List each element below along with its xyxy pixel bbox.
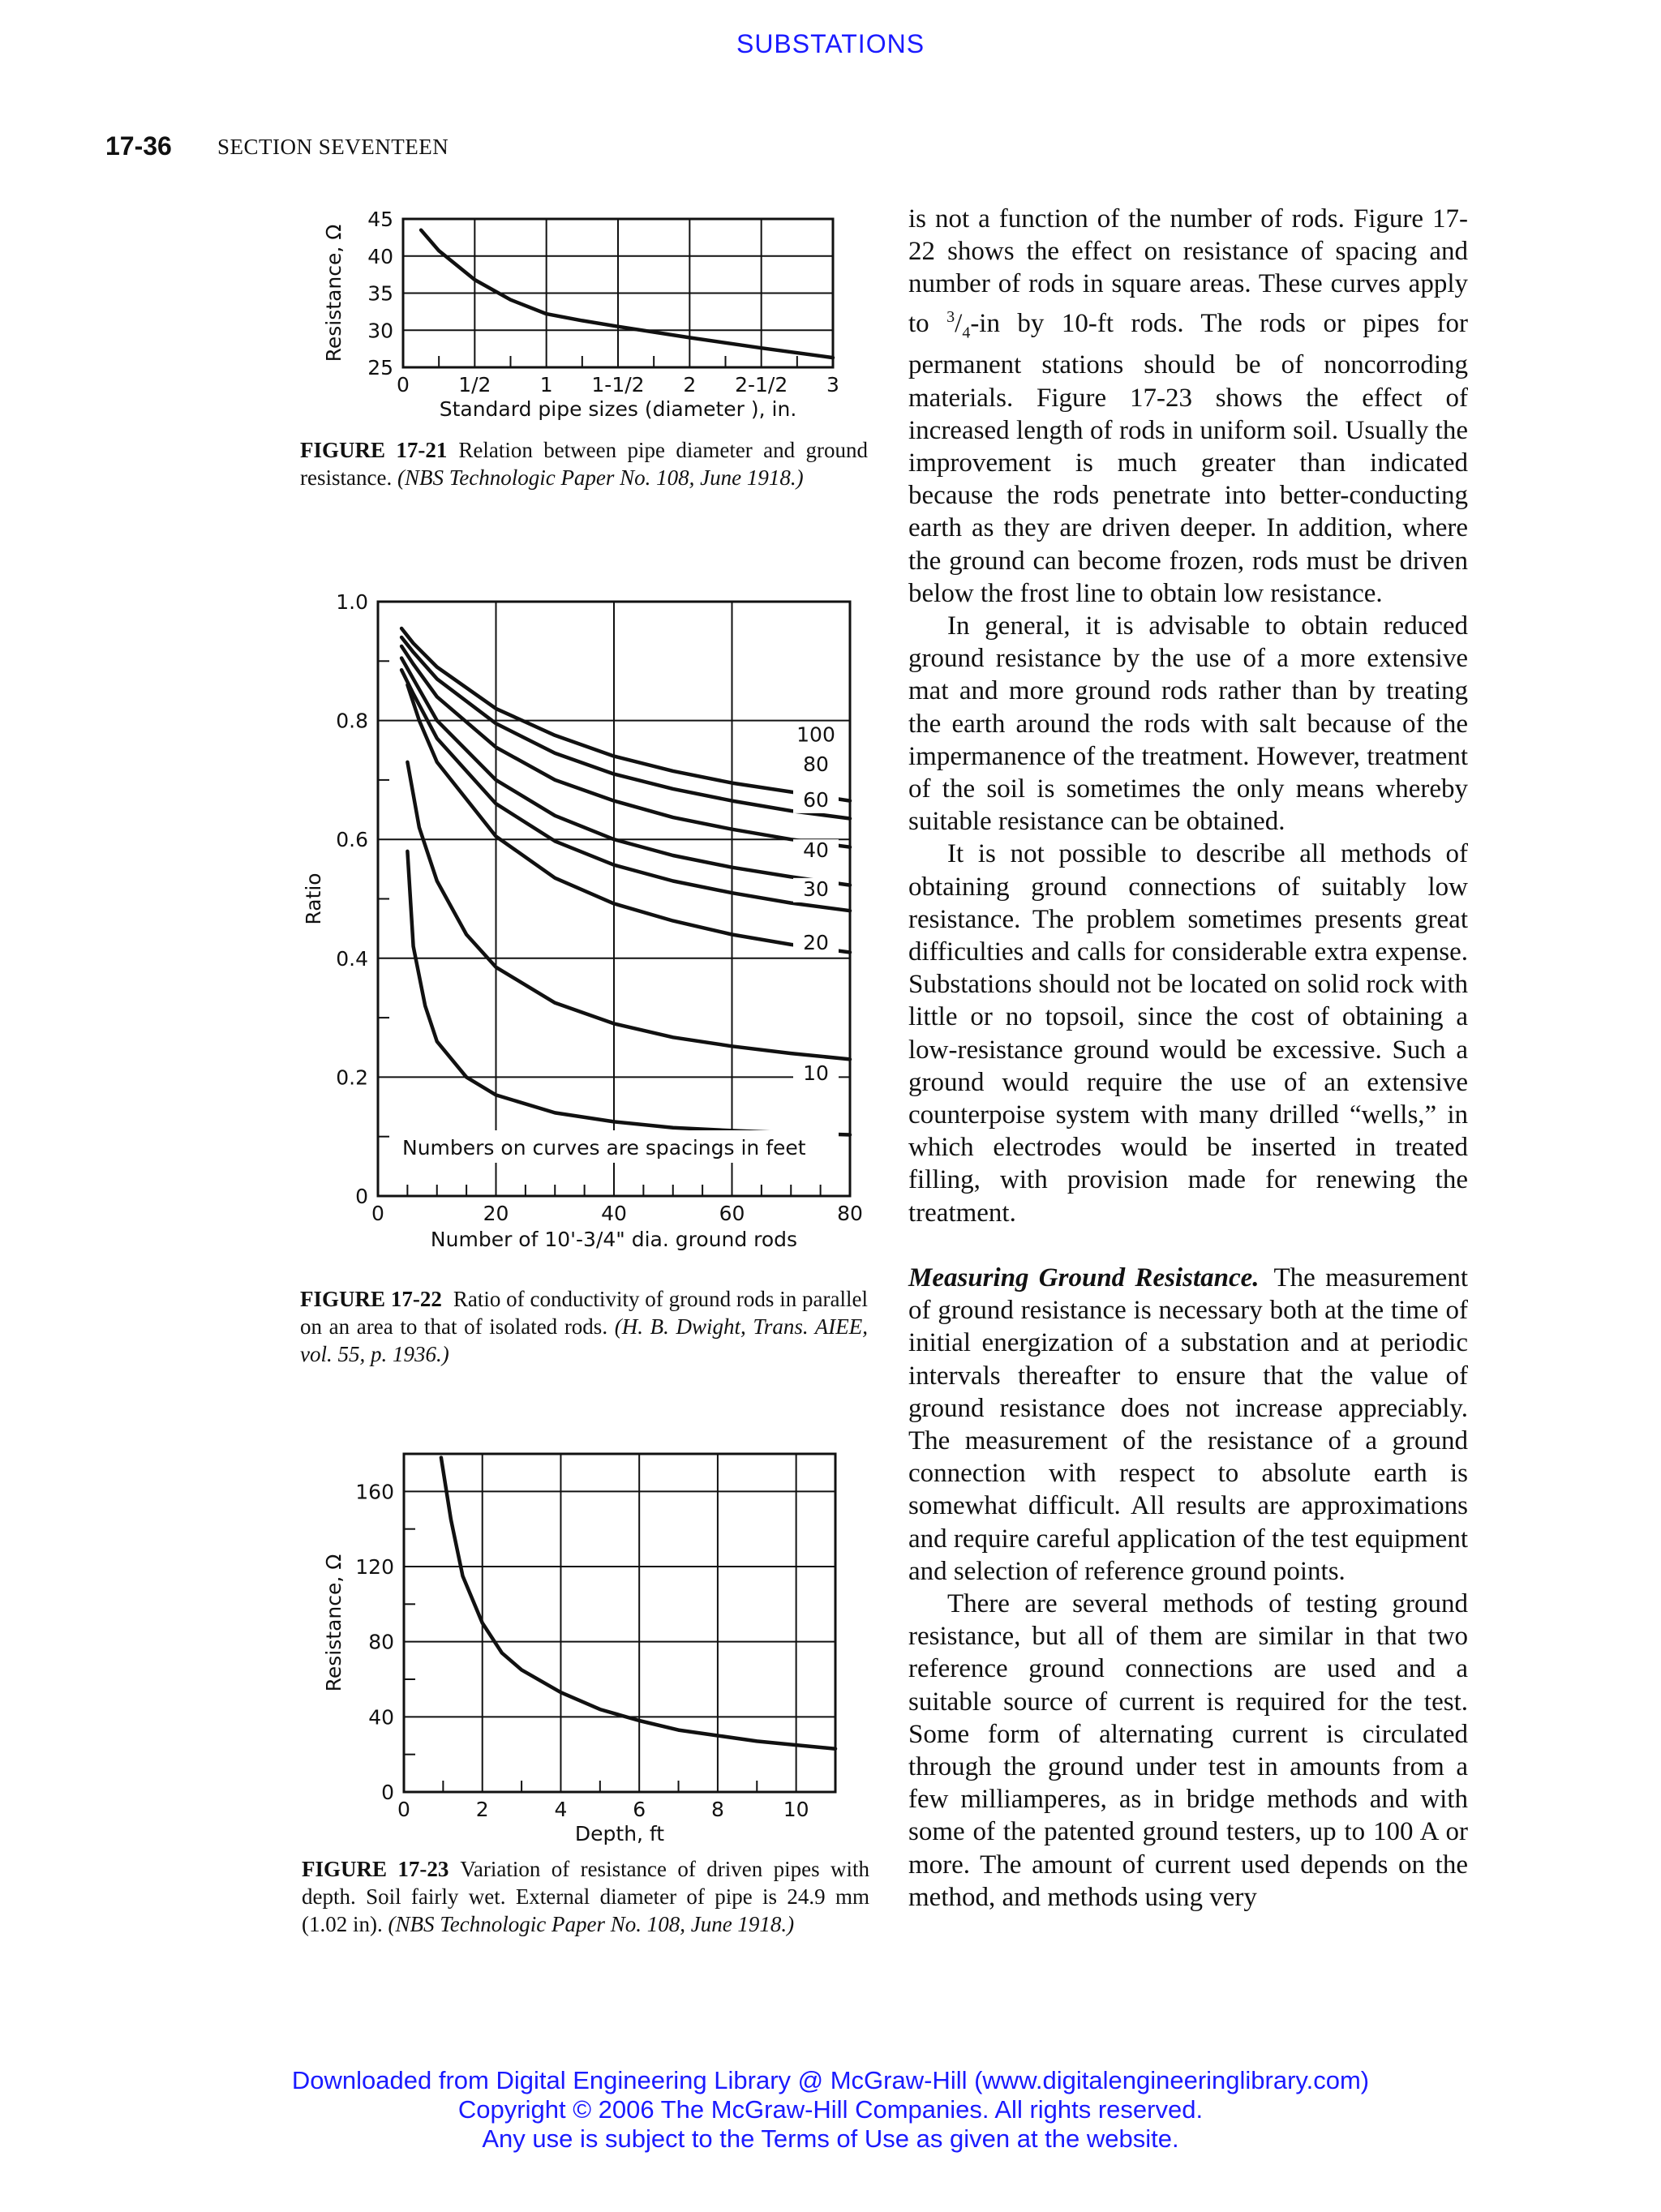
body-text-column: [908, 203, 1468, 1914]
caption-source: (H. B. Dwight, Trans. AIEE, vol. 55, p. 1936.): [300, 1314, 869, 1366]
x-tick-label: 2-1/2: [735, 373, 788, 397]
series-label-60: 60: [803, 787, 829, 812]
y-tick-label: 0.8: [336, 709, 368, 733]
paragraph-text: is not a function of the number of rods. Figure 17-22 shows the effect on resistance of spacing and number of rods in square areas. These curves apply to: [908, 204, 1468, 338]
y-axis-title: Resistance, Ω: [322, 1554, 346, 1692]
series-line-5: [407, 851, 850, 1135]
y-tick-label: 40: [368, 1705, 394, 1730]
series-line-resistance: [441, 1458, 835, 1749]
x-axis-title: Number of 10'-3/4" dia. ground rods: [430, 1228, 798, 1251]
y-tick-label: 25: [367, 356, 393, 379]
caption-text: Variation of resistance of driven pipes with depth. Soil fairly wet. External diameter of pipe is 24.9 mm (1.02 in).: [302, 1857, 869, 1936]
caption-text: Ratio of conductivity of ground rods in parallel on an area to that of isolated rods.: [300, 1287, 869, 1339]
y-tick-label: 40: [367, 244, 393, 268]
y-tick-label: 0: [381, 1781, 394, 1804]
y-tick-label: 0: [355, 1185, 368, 1208]
series-label-80: 80: [803, 752, 829, 776]
section-heading: Measuring Ground Resistance.: [908, 1262, 1260, 1292]
footer-line: Copyright © 2006 The McGraw-Hill Companies. All rights reserved.: [457, 2095, 1204, 2124]
y-tick-label: 30: [367, 319, 393, 343]
x-axis-title: Depth, ft: [574, 1822, 665, 1845]
x-tick-label: 3: [826, 373, 839, 397]
y-tick-label: 45: [367, 208, 393, 231]
x-tick-label: 1: [539, 373, 553, 397]
body-paragraph: There are several methods of testing ground resistance, but all of them are similar in that two reference ground connections are used and a suitable source of current is required for the test. Some form of alternating current is circulated through the ground under test in amounts from a few milliamperes, as in bridge methods and with some of the patented ground testers, up to 100 A or more. The amount of current used depends on the method, and methods using very: [908, 1588, 1468, 1912]
footer-line: Any use is subject to the Terms of Use as given at the website.: [482, 2124, 1179, 2153]
x-tick-label: 1-1/2: [591, 373, 645, 397]
x-tick-label: 40: [601, 1202, 627, 1225]
y-tick-label: 160: [355, 1480, 394, 1504]
y-tick-label: 0.2: [336, 1065, 368, 1090]
fraction-denominator: 4: [962, 324, 971, 342]
body-paragraph: It is not possible to describe all methods of obtaining ground connections of suitably low resistance. The problem sometimes presents great difficulties and calls for considerable extra expense. Substations should not be located on solid rock with little or no topsoil, since the cost of obtaining a low-resistance ground would be excessive. Such a ground would require the use of an extensive counterpoise system with many drilled “wells,” in which electrodes would be inserted in treated filling, with provision made for renewing the treatment.: [908, 839, 1468, 1228]
caption-source: (NBS Technologic Paper No. 108, June 1918.): [397, 465, 804, 490]
paragraph-text: The measurement of ground resistance is necessary both at the time of initial energization of a substation and at periodic intervals thereafter to ensure that the value of ground resistance does not increase appreciably. The measurement of the resistance of a ground connection with respect to absolute earth is somewhat difficult. All results are approximations and require careful application of the test equipment and selection of reference ground points.: [908, 1262, 1468, 1586]
series-label-100: 100: [796, 722, 835, 747]
y-tick-label: 0.6: [336, 828, 368, 852]
x-tick-label: 2: [475, 1798, 489, 1821]
series-label-40: 40: [803, 838, 829, 863]
y-tick-label: 35: [367, 281, 393, 306]
series-label-20: 20: [803, 930, 829, 954]
x-tick-label: 0: [397, 1798, 410, 1821]
x-tick-label: 0: [371, 1202, 384, 1225]
figure-17-22-caption: [300, 1285, 868, 1368]
x-tick-label: 4: [554, 1798, 568, 1821]
x-tick-label: 60: [719, 1202, 745, 1225]
chart-annotation: Numbers on curves are spacings in feet: [402, 1136, 806, 1160]
fraction-numerator: 3: [946, 307, 955, 326]
series-label-30: 30: [803, 877, 829, 901]
x-tick-label: 8: [710, 1798, 724, 1821]
body-paragraph: is not a function of the number of rods. Figure 17-22 shows the effect on resistance of spacing and number of rods in square areas. These curves apply to $^3/_4-in$ by 10-ft rods. The rods or pipes for permanent stations should be of noncorroding materials. Figure 17-23 shows the effect of increased length of rods in uniform soil. Usually the improvement is much greater than indicated because the rods penetrate into better-conducting earth as they are driven deeper. In addition, where the ground can become frozen, rods must be driven below the frost line to obtain low resistance.: [908, 204, 1469, 608]
x-tick-label: 0: [397, 373, 410, 397]
x-axis-title: Standard pipe sizes (diameter ), in.: [439, 397, 797, 421]
x-tick-label: 20: [483, 1202, 509, 1225]
paragraph-text: -in by 10-ft rods. The rods or pipes for permanent stations should be of noncorroding materials. Figure 17-23 shows the effect of increased length of rods in uniform soil. Usually the improvement is much greater than indicated because the rods penetrate into better-conducting earth as they are driven deeper. In addition, where the ground can become frozen, rods must be driven below the frost line to obtain low resistance.: [908, 308, 1469, 608]
series-label-10: 10: [803, 1061, 829, 1086]
figure-17-21-caption: [300, 436, 868, 491]
section-label: SECTION SEVENTEEN: [217, 135, 449, 159]
series-line-60: [401, 646, 850, 847]
figure-label: FIGURE 17-23: [302, 1857, 449, 1881]
x-tick-label: 80: [837, 1202, 863, 1225]
body-paragraph: [908, 1262, 1468, 1588]
y-axis-title: Ratio: [302, 872, 325, 925]
y-axis-title: Resistance, Ω: [322, 224, 346, 362]
caption-text: Relation between pipe diameter and ground resistance.: [300, 438, 868, 490]
x-tick-label: 2: [683, 373, 697, 397]
footer-line[interactable]: Downloaded from Digital Engineering Library @ McGraw-Hill (www.digitalengineeringlibrary.com): [291, 2066, 1370, 2094]
y-tick-label: 80: [368, 1630, 394, 1654]
running-head: SUBSTATIONS: [736, 29, 925, 58]
body-paragraph: In general, it is advisable to obtain reduced ground resistance by the use of a more extensive mat and more ground rods rather than by treating the earth around the rods with salt because of the impermanence of the treatment. However, treatment of the soil is sometimes the only means whereby suitable resistance can be obtained.: [908, 611, 1468, 837]
caption-source: (NBS Technologic Paper No. 108, June 1918.): [388, 1912, 795, 1936]
figure-label: FIGURE 17-21: [300, 438, 448, 462]
y-tick-label: 120: [355, 1555, 394, 1579]
x-tick-label: 6: [633, 1798, 646, 1821]
series-line-20: [407, 685, 850, 953]
y-tick-label: 1.0: [336, 590, 368, 614]
x-tick-label: 10: [783, 1798, 809, 1821]
x-tick-label: 1/2: [458, 373, 491, 397]
footer: [0, 2066, 1661, 2154]
y-tick-label: 0.4: [336, 946, 368, 971]
page-number: 17-36: [105, 131, 172, 161]
figure-17-23-caption: [302, 1855, 869, 1938]
figure-label: FIGURE 17-22: [300, 1287, 442, 1311]
